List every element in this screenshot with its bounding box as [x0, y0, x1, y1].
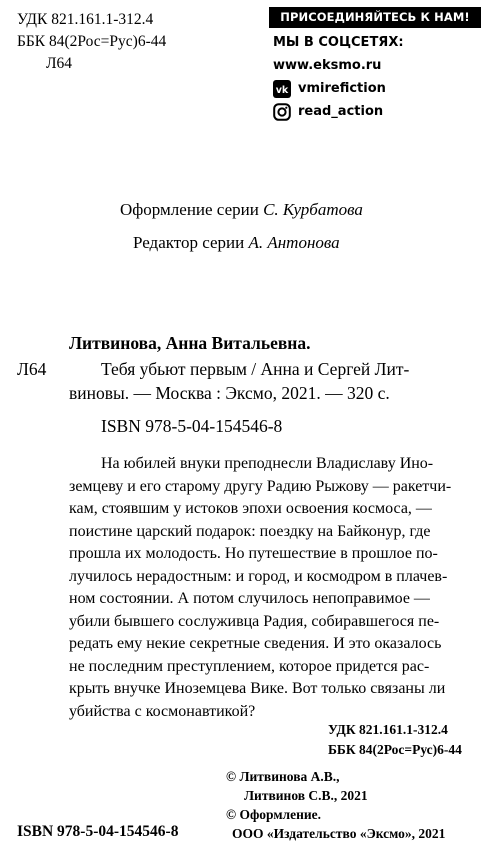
catalog-isbn: ISBN 978-5-04-154546-8 — [101, 416, 283, 436]
annotation-line: убили бывшего сослуживца Радия, собиравшегося пе- — [69, 612, 440, 630]
instagram-row[interactable] — [273, 100, 491, 123]
author-sign: Л64 — [46, 55, 73, 72]
annotation-line: кам, стоявшим у истоков эпохи освоения космоса, — — [69, 500, 432, 517]
annotation-line: земцеву и его старому другу Радию Рыжову — ракетчи- — [69, 477, 452, 495]
vk-row[interactable] — [273, 77, 491, 100]
annotation-line: убийства с космонавтикой? — [69, 702, 256, 720]
join-banner: ПРИСОЕДИНЯЙТЕСЬ К НАМ! — [269, 7, 481, 28]
annotation-line: поистине царский подарок: поездку на Байконур, где — [69, 522, 431, 540]
instagram-handle: read_action — [298, 104, 384, 119]
catalog-line-2: виновы. — Москва : Эксмо, 2021. — 320 с. — [69, 383, 390, 403]
copyright-line-1: © Литвинова А.В., — [226, 769, 340, 784]
design-prefix: Оформление серии — [120, 200, 259, 219]
vk-icon — [273, 80, 291, 98]
svg-text:vk: vk — [275, 84, 289, 96]
annotation-line: прошла их молодость. Но путешествие в прошлое по- — [69, 545, 438, 562]
series-editor-credit — [133, 233, 340, 253]
social-block — [269, 7, 491, 123]
annotation-line: крыть внучке Иноземцева Вике. Вот только связаны ли — [69, 680, 446, 697]
bottom-udk-code: УДК 821.161.1-312.4 — [328, 722, 448, 737]
vk-handle: vmirefiction — [298, 81, 386, 96]
annotation-line: лучилось нерадостным: и город, и космодром в плачев- — [69, 567, 448, 585]
social-label: МЫ В СОЦСЕТЯХ: — [273, 35, 404, 50]
website-link[interactable]: www.eksmo.ru — [273, 58, 382, 73]
annotation-line: ном состоянии. А потом случилось непоправимое — — [69, 590, 430, 607]
bottom-bbk-code: ББК 84(2Рос=Рус)6-44 — [328, 742, 462, 757]
bbk-code: ББК 84(2Рос=Рус)6-44 — [17, 33, 167, 50]
design-name: С. Курбатова — [263, 200, 363, 219]
annotation-line: не последним преступлением, которое придется рас- — [69, 657, 430, 675]
copyright-line-3: © Оформление. — [226, 807, 322, 822]
editor-prefix: Редактор серии — [133, 233, 245, 252]
bottom-isbn: ISBN 978-5-04-154546-8 — [17, 823, 179, 840]
editor-name: А. Антонова — [248, 233, 340, 252]
instagram-icon — [273, 103, 291, 121]
series-design-credit — [120, 200, 363, 220]
copyright-line-4: ООО «Издательство «Эксмо», 2021 — [232, 826, 446, 841]
annotation-line: На юбилей внуки преподнесли Владиславу Ино- — [101, 455, 434, 472]
catalog-line-1: Тебя убьют первым / Анна и Сергей Лит- — [101, 359, 410, 379]
udk-code: УДК 821.161.1-312.4 — [17, 11, 154, 28]
catalog-heading: Литвинова, Анна Витальевна. — [69, 333, 311, 353]
annotation-line: редать ему некие секретные сведения. И это оказалось — [69, 635, 442, 652]
catalog-sign: Л64 — [17, 359, 47, 379]
copyright-line-2: Литвинов С.В., 2021 — [244, 788, 368, 803]
